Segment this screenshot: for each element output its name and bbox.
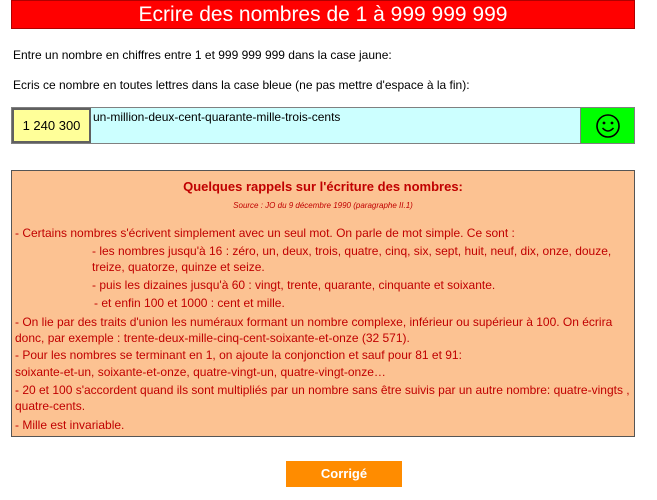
rappel-line: quatre-cents. [15,399,86,413]
rappel-line: - Mille est invariable. [15,418,125,432]
rappel-line: - On lie par des traits d'union les numéraux formant un nombre complexe, inférieur ou supérieur à 100. On écrira [15,315,613,329]
rappel-line: - 20 et 100 s'accordent quand ils sont multipliés par un nombre sans être suivis par un autre nombre: quatre-vingts , [15,383,630,397]
smiley-icon [595,113,621,139]
rappel-line: treize, quatorze, quinze et seize. [92,260,265,274]
number-input[interactable]: 1 240 300 [12,108,91,143]
rappels-source: Source : JO du 9 décembre 1990 (paragraphe II.1) [233,201,413,210]
rappel-line: - les nombres jusqu'à 16 : zéro, un, deux, trois, quatre, cinq, six, sept, huit, neuf, dix, onze, douze, [92,244,612,258]
rappel-line: - puis les dizaines jusqu'à 60 : vingt, trente, quarante, cinquante et soixante. [92,278,496,292]
corrige-button[interactable]: Corrigé [286,461,402,487]
instruction-number: Entre un nombre en chiffres entre 1 et 999 999 999 dans la case jaune: [13,48,392,62]
rappel-line: - Pour les nombres se terminant en 1, on ajoute la conjonction et sauf pour 81 et 91: [15,348,462,362]
page-title: Ecrire des nombres de 1 à 999 999 999 [11,0,635,29]
rappels-panel [11,170,635,437]
rappel-line: - Certains nombres s'écrivent simplement avec un seul mot. On parle de mot simple. Ce sont : [15,226,515,240]
rappel-line: donc, par exemple : trente-deux-mille-cinq-cent-soixante-et-onze (32 571). [15,331,410,345]
rappel-line: - et enfin 100 et 1000 : cent et mille. [94,296,285,310]
instruction-words: Ecris ce nombre en toutes lettres dans la case bleue (ne pas mettre d'espace à la fin): [13,78,470,92]
feedback-indicator [580,108,634,143]
words-input-value: un-million-deux-cent-quarante-mille-trois-cents [93,110,341,124]
answer-row [11,107,635,144]
words-input[interactable] [91,108,580,143]
rappels-title: Quelques rappels sur l'écriture des nombres: [183,179,463,194]
rappel-line: soixante-et-un, soixante-et-onze, quatre-vingt-un, quatre-vingt-onze… [15,365,386,379]
